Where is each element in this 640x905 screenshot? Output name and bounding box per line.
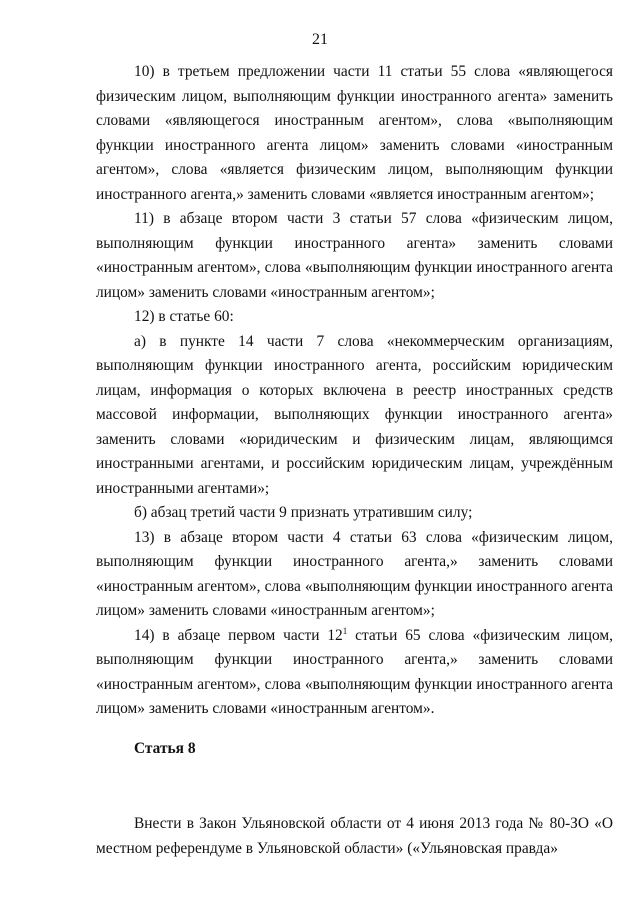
article-heading: Статья 8	[134, 740, 196, 757]
paragraph-item-12b: б) абзац третий части 9 признать утратившим силу;	[134, 504, 473, 521]
document-body	[96, 60, 613, 722]
superscript-index: 1	[342, 625, 348, 636]
paragraph-item-14	[96, 624, 613, 722]
paragraph-item-10: 10) в третьем предложении части 11 статьи 55 слова «являющегося физическим лицом, выполняющим функции иностранного агента» заменить словами «являющегося иностранным агентом», слова «выполняющим функции иностранного агента лицом» заменить словами «иностранным агентом», слова «является физическим лицом, выполняющим функции иностранного агента,» заменить словами «является иностранным агентом»;	[96, 63, 613, 203]
paragraph-item-11: 11) в абзаце втором части 3 статьи 57 слова «физическим лицом, выполняющим функции иностранного агента» заменить словами «иностранным агентом», слова «выполняющим функции иностранного агента лицом» заменить словами «иностранным агентом»;	[96, 210, 613, 301]
paragraph-item-12a: а) в пункте 14 части 7 слова «некоммерческим организациям, выполняющим функции иностранного агента, российским юридическим лицам, информация о которых включена в реестр иностранных средств массовой информации, выполняющих функции иностранного агента» заменить словами «юридическим и физическим лицам, являющимся иностранными агентами, и российским юридическим лицам, учреждённым иностранными агентами»;	[96, 332, 613, 497]
paragraph-14-end: статьи 65 слова «физическим лицом, выполняющим функции иностранного агента,» заменить словами «иностранным агентом», слова «выполняющим функции иностранного агента лицом» заменить словами «иностранным агентом».	[96, 626, 613, 717]
paragraph-14-start: 14) в абзаце первом части 12	[134, 626, 343, 644]
paragraph-item-12: 12) в статье 60:	[134, 308, 234, 325]
paragraph-item-13: 13) в абзаце втором части 4 статьи 63 слова «физическим лицом, выполняющим функции иностранного агента,» заменить словами «иностранным агентом», слова «выполняющим функции иностранного агента лицом» заменить словами «иностранным агентом»;	[96, 528, 613, 619]
page-number: 21	[312, 31, 328, 48]
article-text: Внести в Закон Ульяновской области от 4 июня 2013 года № 80-ЗО «О местном референдуме в Ульяновской области» («Ульяновская правда»	[96, 815, 613, 857]
